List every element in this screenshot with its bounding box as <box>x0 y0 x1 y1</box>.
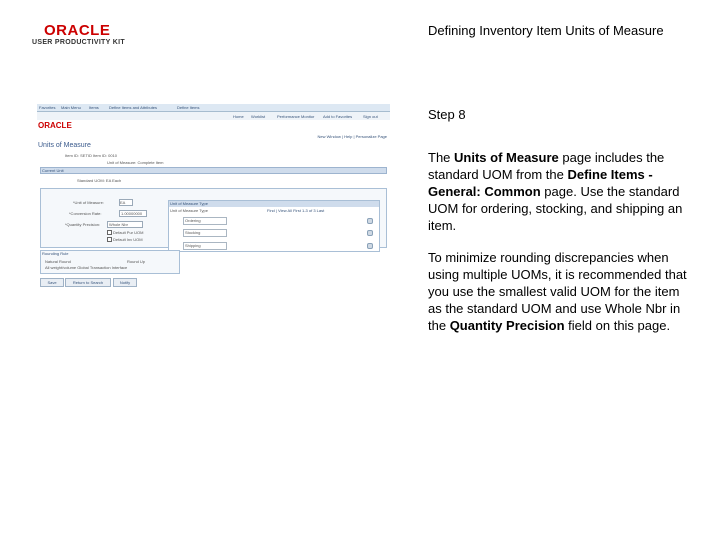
screenshot-rounding-natural: Natural Round <box>45 259 71 264</box>
paragraph-1 <box>428 149 690 234</box>
screenshot-tab-define-items: Define Items <box>177 105 200 110</box>
screenshot-std-uom: Standard UOM: EA Each <box>77 178 122 183</box>
screenshot-link-performance: Performance Monitor <box>277 114 315 119</box>
oracle-upk-logo <box>32 22 152 48</box>
screenshot-grid-tools: Find | View All First 1-3 of 3 Last <box>267 208 325 213</box>
screenshot-tab-main-menu: Main Menu <box>61 105 81 110</box>
screenshot-top-bar <box>37 104 390 112</box>
screenshot-link-signout: Sign out <box>363 114 378 119</box>
paragraph-1-bold-define-items: Define Items - General: Common <box>428 167 653 199</box>
screenshot-grid-subheader: Unit of Measure Type <box>170 208 208 213</box>
screenshot-rounding-up: Round Up <box>127 259 146 264</box>
paragraph-2 <box>428 249 690 334</box>
screenshot-header-row-2: Unit of Measure: Complete Item <box>107 160 164 165</box>
screenshot-link-favorites: Add to Favorites <box>323 114 353 119</box>
screenshot-label-conversion: *Conversion Rate: <box>69 211 102 216</box>
screenshot-notify-button: Notify <box>113 278 137 287</box>
page-screenshot <box>37 104 390 287</box>
screenshot-uom-value: EA <box>120 200 126 205</box>
screenshot-conversion-value: 1.00000000 <box>121 211 143 216</box>
screenshot-delete-row-icon-3 <box>367 243 373 249</box>
screenshot-checkbox-pur <box>107 230 112 235</box>
screenshot-section-label: Current Unit <box>42 168 64 173</box>
paragraph-1-bold-units: Units of Measure <box>454 150 559 165</box>
paragraph-2-bold-quantity-precision: Quantity Precision <box>449 318 565 333</box>
screenshot-section-bar-1 <box>40 167 387 174</box>
screenshot-link-home: Home <box>233 114 244 119</box>
paragraph-1-text-c: page includes the standard UOM from the <box>428 150 665 182</box>
screenshot-grid-row-stocking: Stocking <box>185 230 201 235</box>
screenshot-label-precision: *Quantity Precision: <box>65 222 101 227</box>
document-title: Defining Inventory Item Units of Measure <box>428 23 664 38</box>
paragraph-1-text-e: page. Use the standard UOM for ordering, stocking, and shipping an item. <box>428 184 683 233</box>
screenshot-nav-bar <box>37 112 390 120</box>
screenshot-return-button: Return to Search <box>65 278 111 287</box>
screenshot-checkbox-inv <box>107 237 112 242</box>
screenshot-top-links: New Window | Help | Personalize Page <box>317 134 387 139</box>
screenshot-grid-row-shipping: Shipping <box>185 243 201 248</box>
screenshot-tab-define-items-attributes: Define Items and Attributes <box>109 105 158 110</box>
screenshot-save-button: Save <box>40 278 64 287</box>
screenshot-rounding-title: Rounding Rule <box>42 251 69 256</box>
paragraph-1-text-a: The <box>428 150 455 165</box>
screenshot-checkbox-pur-label: Default Pur UOM <box>113 230 144 235</box>
screenshot-label-uom: *Unit of Measure: <box>73 200 104 205</box>
screenshot-delete-row-icon-2 <box>367 230 373 236</box>
step-label: Step 8 <box>428 107 466 122</box>
screenshot-page-title: Units of Measure <box>38 142 91 149</box>
paragraph-2-text-c: field on this page. <box>564 318 671 333</box>
screenshot-oracle-brand: ORACLE <box>38 121 72 130</box>
screenshot-rounding-caption: All weight/volume Global Transaction Interface <box>45 265 128 270</box>
screenshot-checkbox-inv-label: Default Inv UOM <box>113 237 143 242</box>
screenshot-tab-favorites: Favorites <box>39 105 56 110</box>
screenshot-tab-items: Items <box>89 105 99 110</box>
upk-logo-text: USER PRODUCTIVITY KIT <box>32 39 125 46</box>
screenshot-grid-title: Unit of Measure Type <box>170 201 208 206</box>
screenshot-grid-row-ordering: Ordering <box>185 218 201 223</box>
screenshot-precision-value: Whole Nbr <box>109 222 128 227</box>
oracle-logo-text: ORACLE <box>44 22 111 39</box>
screenshot-link-worklist: Worklist <box>251 114 266 119</box>
screenshot-header-row-1: Item ID: SETID Item ID: 0010 <box>65 153 118 158</box>
screenshot-delete-row-icon-1 <box>367 218 373 224</box>
paragraph-2-text-a: To minimize rounding discrepancies when using multiple UOMs, it is recommended that you use the smallest valid UOM for the item as the standard UOM and use Whole Nbr in the <box>428 250 687 333</box>
